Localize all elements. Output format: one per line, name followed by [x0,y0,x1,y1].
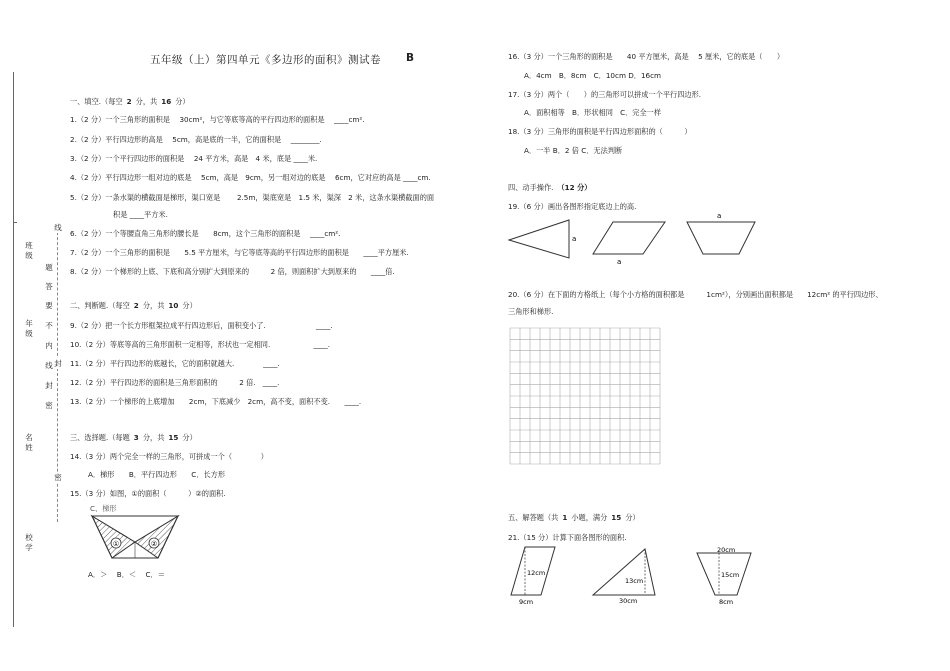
q15-figure [90,512,180,562]
question-6: 6.（2 分）一个等腰直角三角形的腰长是 8cm，这个三角形的面积是 ____cm². [70,229,341,238]
q21-figures [505,543,765,607]
q19-figures [505,210,765,266]
binding-char: 线 [45,361,53,370]
question-18-options: A．一半 B．2 倍 C．无法判断 [524,146,623,155]
binding-char: 答 [45,282,53,291]
test-version: B [406,52,415,64]
question-17-options: A．面积相等 B．形状相同 C．完全一样 [524,108,662,117]
q21-base-9cm: 9cm [519,598,534,606]
q19-trapezoid-base-label: a [717,212,722,220]
question-12: 12.（2 分）平行四边形的面积是三角形面积的 2 倍. ____. [70,378,280,387]
q20-square-grid[interactable] [510,328,662,464]
question-1: 1.（2 分）一个三角形的面积是 30cm²，与它等底等高的平行四边形的面积是 ____cm². [70,115,365,124]
question-16-options: A．4cm B．8cm C．10cm D．16cm [524,71,662,80]
q19-triangle-base-label: a [572,235,577,243]
question-16: 16.（3 分）一个三角形的面积是 40 平方厘米，高是 5 厘米，它的底是（ ） [508,52,785,61]
question-13: 13.（2 分）一个梯形的上底增加 2cm，下底减少 2cm，高不变，面积不变. ____. [70,397,362,406]
q19-parallelogram-base-label: a [617,258,622,266]
question-9: 9.（2 分）把一个长方形框架拉成平行四边形后，面积变小了. ____. [70,321,333,330]
section3-header: 三、选择题.（每题 3 分，共 15 分） [70,433,197,442]
q21-height-15cm: 15cm [721,571,740,579]
binding-char: 不 [45,321,53,330]
question-10: 10.（2 分）等底等高的三角形面积一定相等，形状也一定相同. ____. [70,340,331,349]
binding-label-char: 级 [25,329,33,338]
page-title: 五年级（上）第四单元《多边形的面积》测试卷 [150,54,381,66]
question-19: 19.（6 分）画出各图形指定底边上的高. [508,202,637,211]
binding-label-char: 年 [25,319,33,328]
question-20: 20.（6 分）在下面的方格纸上（每个小方格的面积都是 1cm²），分别画出面积都是 12cm² 的平行四边形、 [508,290,883,299]
q21-base-30cm: 30cm [619,597,638,605]
binding-char: 密 [45,401,53,410]
binding-label-char: 校 [25,533,33,542]
question-11: 11.（2 分）平行四边形的底越长，它的面积就越大. ____. [70,359,280,368]
question-21: 21.（15 分）计算下面各图形的面积. [508,533,627,542]
section2-header: 二、判断题.（每空 2 分，共 10 分） [70,301,197,310]
q15-mark-1: ① [112,540,120,548]
q21-height-12cm: 12cm [527,569,546,577]
binding-seal-char: 密 [54,473,62,482]
section1-header: 一、填空.（每空 2 分，共 16 分） [70,97,190,106]
binding-label-char: 姓 [25,443,33,452]
question-15-options: A．＞ B．＜ C．＝ [88,570,165,579]
binding-seal-char: 封 [54,359,62,368]
question-15: 15.（3 分）如图，①的面积（ ）②的面积. [70,489,226,498]
question-18: 18.（3 分）三角形的面积是平行四边形面积的（ ） [508,127,692,136]
binding-char: 内 [45,341,53,350]
binding-char: 题 [45,263,53,272]
section5-header: 五、解答题（共 1 小题，满分 15 分） [508,513,640,522]
question-8: 8.（2 分）一个梯形的上底、下底和高分别扩大到原来的 2 倍，则面积扩大到原来的 ____倍. [70,267,395,276]
q21-top-20cm: 20cm [717,546,736,554]
question-5: 5.（2 分）一条水渠的横截面是梯形，渠口宽是 2.5m，渠底宽是 1.5 米，渠深 2 米，这条水渠横截面的面 [70,193,435,202]
section4-header: 四、动手操作. （12 分） [508,183,592,192]
q15-figure-label: C、梯形 [90,504,117,513]
question-14: 14.（3 分）两个完全一样的三角形，可拼成一个（ ） [70,452,268,461]
q21-height-13cm: 13cm [625,577,644,585]
question-7: 7.（2 分）一个三角形的面积是 5.5 平方厘米，与它等底等高的平行四边形的面积是 ____平方厘米. [70,248,409,257]
binding-label-char: 学 [25,543,33,552]
binding-seal-char: 线 [54,223,62,232]
q21-bottom-8cm: 8cm [719,598,734,606]
question-20-cont: 三角形和梯形. [508,307,554,316]
question-2: 2.（2 分）平行四边形的高是 5cm，高是底的一半，它的面积是 ________. [70,135,322,144]
question-17: 17.（3 分）两个（ ）的三角形可以拼成一个平行四边形. [508,90,702,99]
question-3: 3.（2 分）一个平行四边形的面积是 24 平方米，高是 4 米，底是 ____米. [70,154,318,163]
question-14-options: A．梯形 B．平行四边形 C．长方形 [88,470,226,479]
binding-char: 封 [45,381,53,390]
q15-mark-2: ② [150,540,158,548]
binding-char: 要 [45,301,53,310]
binding-label-char: 名 [25,433,33,442]
question-5-cont: 积是 ____平方米. [113,210,168,219]
binding-label-char: 级 [25,251,33,260]
question-4: 4.（2 分）平行四边形一组对边的底是 5cm，高是 9cm，另一组对边的底是 6cm，它对应的高是 ____cm. [70,173,431,182]
binding-label-char: 班 [25,241,33,250]
